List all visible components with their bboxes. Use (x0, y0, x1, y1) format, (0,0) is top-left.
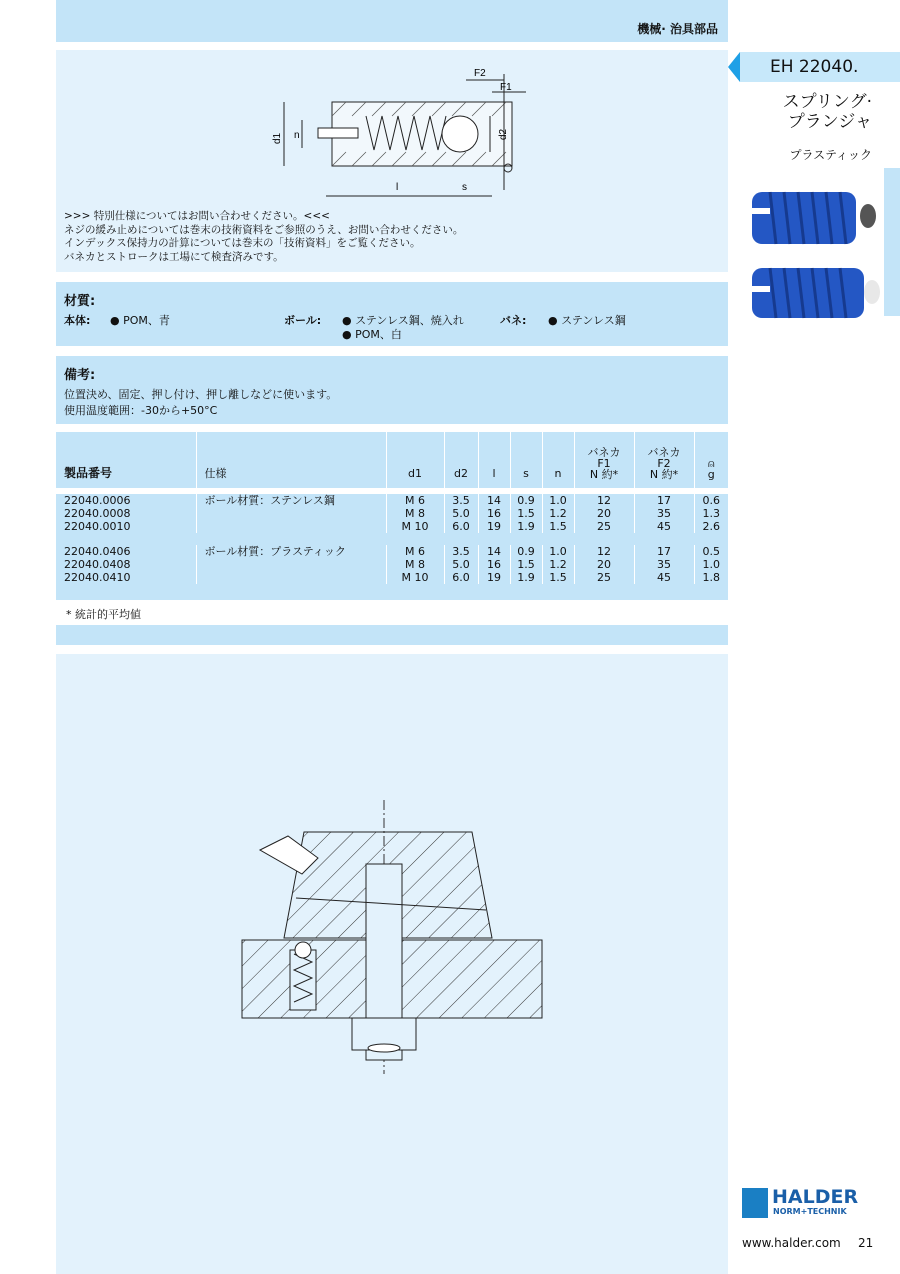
cell-d2: 5.0 (444, 507, 478, 520)
material-title: 材質: (64, 294, 96, 309)
remarks-title: 備考: (64, 368, 96, 383)
cell-spec: ボール材質：プラスティック (196, 545, 386, 558)
label-f1: F1 (500, 82, 512, 93)
body-value: ● POM、青 (110, 314, 170, 327)
halder-mark-icon (742, 1188, 768, 1218)
header-d1: d1 (386, 432, 444, 488)
cell-d2: 5.0 (444, 558, 478, 571)
cell-l: 19 (478, 571, 510, 584)
cell-part: 22040.0410 (56, 571, 196, 584)
dimension-drawing-panel (56, 50, 728, 272)
plunger-photo-2 (748, 268, 880, 318)
table-row (56, 571, 728, 584)
cell-d1: M 10 (386, 520, 444, 533)
cell-f1: 12 (574, 494, 634, 507)
cell-d1: M 6 (386, 545, 444, 558)
header-l: l (478, 432, 510, 488)
cell-part: 22040.0408 (56, 558, 196, 571)
cell-l: 16 (478, 558, 510, 571)
note-line: インデックス保持力の計算については巻末の「技術資料」をご覧ください。 (64, 237, 421, 249)
label-d1: d1 (272, 132, 283, 144)
spec-table (56, 432, 728, 584)
notes (64, 210, 463, 264)
cell-f2: 35 (634, 558, 694, 571)
cell-s: 1.9 (510, 520, 542, 533)
body-label: 本体: (64, 314, 91, 327)
product-image (744, 186, 884, 322)
header-part: 製品番号 (56, 432, 196, 488)
header-bar (56, 0, 728, 42)
weight-icon: ⍝ (707, 457, 715, 470)
cell-g: 0.6 (702, 494, 720, 507)
cell-g: 1.8 (702, 571, 720, 584)
cell-n: 1.2 (542, 558, 574, 571)
table-row (56, 507, 728, 520)
cell-f2: 45 (634, 520, 694, 533)
ball-value-1: ● ステンレス鋼、焼入れ (342, 314, 464, 327)
header-d2: d2 (444, 432, 478, 488)
label-l: l (396, 182, 399, 193)
cell-f2: 35 (634, 507, 694, 520)
cell-part: 22040.0010 (56, 520, 196, 533)
application-drawing-panel (56, 654, 728, 1274)
cell-d1: M 8 (386, 558, 444, 571)
page-number: 21 (858, 1236, 874, 1250)
application-drawing (56, 654, 728, 1274)
table-row (56, 545, 728, 558)
header-spec: 仕様 (196, 432, 386, 488)
cell-f1: 25 (574, 571, 634, 584)
subtitle: プラスティック (789, 148, 872, 162)
cell-s: 0.9 (510, 494, 542, 507)
cell-spec-empty (196, 520, 386, 533)
label-f2: F2 (474, 68, 486, 79)
table-group-plastic (56, 545, 728, 584)
cell-d1: M 10 (386, 571, 444, 584)
cell-g: 2.6 (702, 520, 720, 533)
cell-d2: 3.5 (444, 545, 478, 558)
cell-s: 1.9 (510, 571, 542, 584)
cell-g: 1.0 (702, 558, 720, 571)
cell-part: 22040.0006 (56, 494, 196, 507)
cell-g: 0.5 (702, 545, 720, 558)
header-weight: ⍝ g (694, 432, 728, 488)
cell-f2: 45 (634, 571, 694, 584)
cell-d2: 6.0 (444, 520, 478, 533)
cell-l: 14 (478, 494, 510, 507)
table-row (56, 558, 728, 571)
cell-s: 1.5 (510, 507, 542, 520)
cell-n: 1.5 (542, 571, 574, 584)
header-f1: バネカ F1 N 約* (574, 432, 634, 488)
table-row (56, 494, 728, 507)
cell-n: 1.0 (542, 545, 574, 558)
spring-label: バネ: (500, 314, 527, 327)
plunger-photo-1 (748, 192, 876, 244)
product-code: EH 22040. (770, 57, 859, 77)
website-link[interactable]: www.halder.com (742, 1236, 841, 1250)
cell-f2: 17 (634, 494, 694, 507)
remarks-line-2: 使用温度範囲：-30から+50°C (64, 404, 218, 417)
label-s: s (462, 182, 467, 193)
cell-l: 16 (478, 507, 510, 520)
note-line: ネジの緩み止めについては巻末の技術資料をご参照のうえ、お問い合わせください。 (64, 223, 464, 236)
cell-d2: 3.5 (444, 494, 478, 507)
table-group-stainless (56, 494, 728, 533)
product-code-tab (728, 52, 900, 82)
cell-f2: 17 (634, 545, 694, 558)
cell-f1: 20 (574, 507, 634, 520)
tab-arrow-icon (728, 52, 740, 82)
spring-value: ● ステンレス鋼 (548, 314, 626, 327)
cell-part: 22040.0406 (56, 545, 196, 558)
side-color-strip (884, 168, 900, 316)
title-line-1: スプリング· (782, 92, 872, 112)
cell-g: 1.3 (702, 507, 720, 520)
table-row (56, 520, 728, 533)
cell-n: 1.0 (542, 494, 574, 507)
remarks-panel (56, 356, 728, 424)
cell-spec-empty (196, 558, 386, 571)
header-n: n (542, 432, 574, 488)
ball-value-2: ● POM、白 (342, 328, 402, 341)
note-line: バネカとストロークは工場にて検査済みです。 (64, 250, 284, 263)
cell-f1: 12 (574, 545, 634, 558)
cell-f1: 25 (574, 520, 634, 533)
material-panel (56, 282, 728, 346)
note-line: >>> 特別仕様についてはお問い合わせください。<<< (64, 210, 330, 222)
cell-spec: ボール材質：ステンレス鋼 (196, 494, 386, 507)
cell-n: 1.2 (542, 507, 574, 520)
spec-table-panel (56, 432, 728, 600)
plunger-dimension-drawing (56, 50, 728, 210)
cell-n: 1.5 (542, 520, 574, 533)
cell-s: 1.5 (510, 558, 542, 571)
cell-l: 19 (478, 520, 510, 533)
table-header-row (56, 432, 728, 488)
header-s: s (510, 432, 542, 488)
cell-d1: M 8 (386, 507, 444, 520)
title-line-2: プランジャ (787, 112, 872, 132)
cell-d2: 6.0 (444, 571, 478, 584)
cell-l: 14 (478, 545, 510, 558)
cell-spec-empty (196, 571, 386, 584)
cell-part: 22040.0008 (56, 507, 196, 520)
ball-label: ボール: (284, 314, 322, 327)
cell-spec-empty (196, 507, 386, 520)
label-d2: d2 (498, 128, 509, 140)
cell-d1: M 6 (386, 494, 444, 507)
label-n: n (294, 130, 300, 141)
category-label: 機械· 治具部品 (637, 22, 718, 36)
cell-s: 0.9 (510, 545, 542, 558)
halder-logo: HALDER NORM+TECHNIK (742, 1188, 882, 1218)
footnote: * 統計的平均値 (66, 608, 141, 621)
remarks-line-1: 位置決め、固定、押し付け、押し離しなどに使います。 (64, 388, 338, 401)
cell-f1: 20 (574, 558, 634, 571)
header-f2: バネカ F2 N 約* (634, 432, 694, 488)
divider-strip (56, 625, 728, 645)
